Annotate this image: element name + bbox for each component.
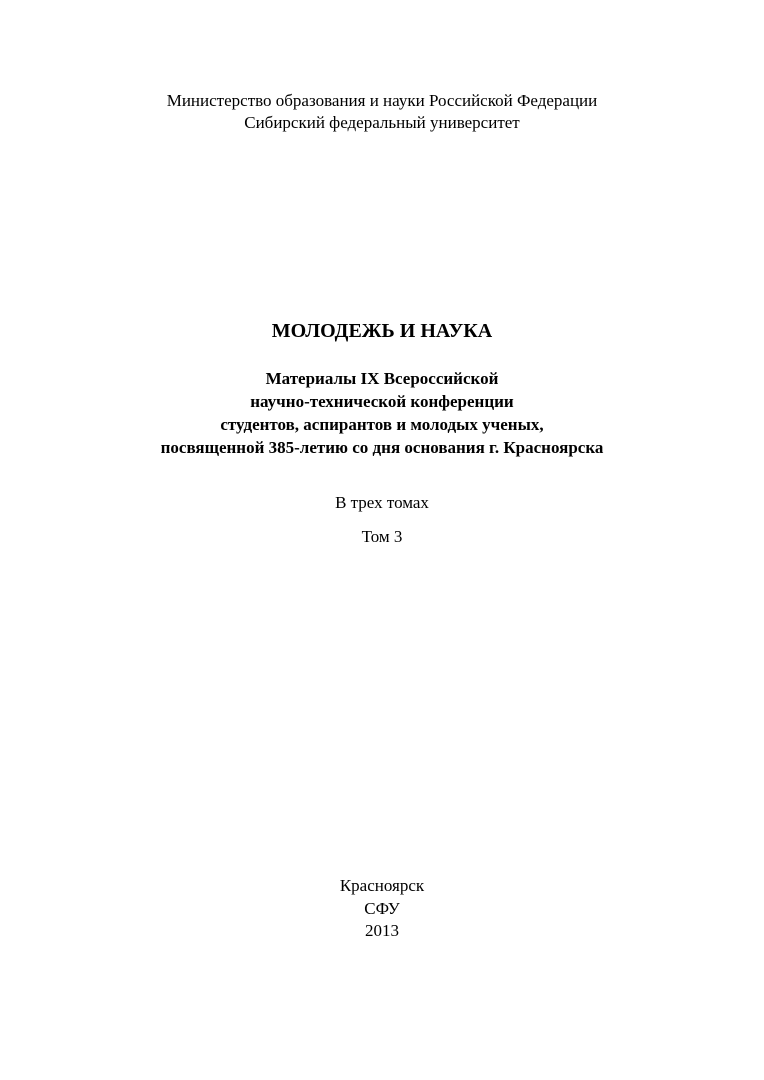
subtitle-line-2: научно-технической конференции bbox=[250, 392, 514, 411]
imprint-publisher: СФУ bbox=[364, 899, 400, 918]
subtitle-line-3: студентов, аспирантов и молодых ученых, bbox=[220, 415, 544, 434]
university-line: Сибирский федеральный университет bbox=[244, 113, 520, 132]
volumes-count: В трех томах bbox=[335, 493, 429, 512]
subtitle-line-4: посвященной 385-летию со дня основания г. Красноярска bbox=[160, 438, 604, 457]
imprint-city: Красноярск bbox=[339, 876, 425, 895]
subtitle-line-1: Материалы IX Всероссийской bbox=[265, 369, 499, 388]
page-title: МОЛОДЕЖЬ И НАУКА bbox=[271, 320, 493, 342]
imprint-year: 2013 bbox=[365, 921, 399, 940]
volume-number: Том 3 bbox=[361, 527, 403, 546]
ministry-line: Министерство образования и науки Российской Федерации bbox=[166, 91, 598, 110]
